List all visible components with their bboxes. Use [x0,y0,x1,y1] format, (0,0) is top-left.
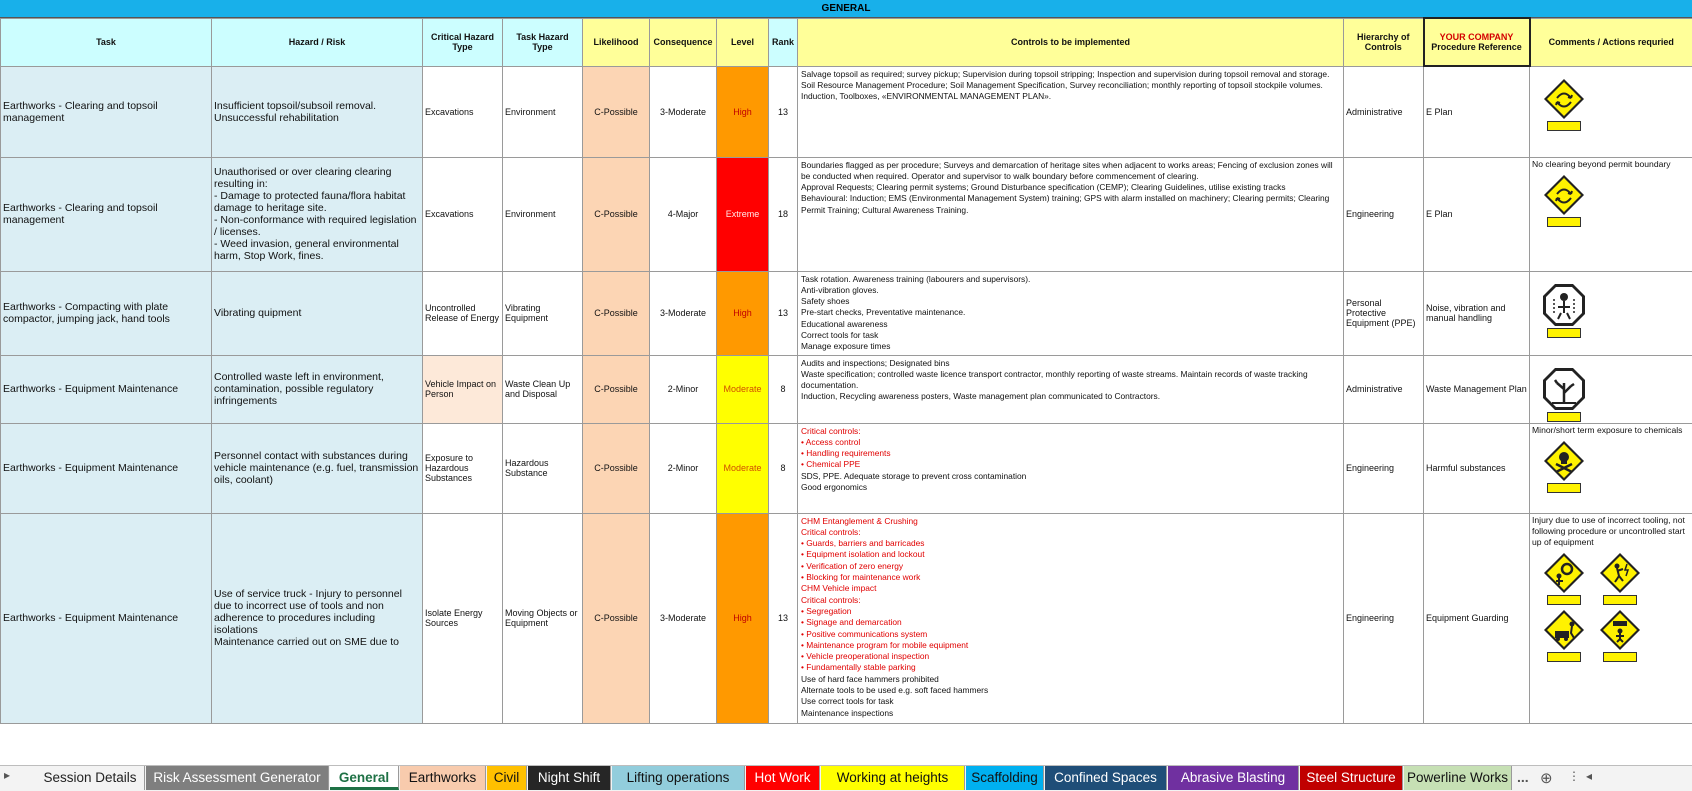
control-line: Pre-start checks, Preventative maintenance. [801,307,1340,318]
table-row [1,355,1692,423]
hierarchy-cell[interactable]: Personal Protective Equipment (PPE) [1344,271,1424,355]
likelihood-cell[interactable]: C-Possible [583,423,650,513]
rank-cell[interactable]: 8 [769,355,798,423]
control-line: • Segregation [801,606,1340,617]
control-line: Boundaries flagged as per procedure; Surveys and demarcation of heritage sites when adjacent to works areas; Fencing of exclusion zones will be conducted when required. Operator and supervisor to walk boundary before commencement of clearing. [801,160,1340,183]
task-cell[interactable]: Earthworks - Equipment Maintenance [1,513,212,723]
comments-cell[interactable] [1530,513,1692,723]
header-level[interactable]: Level [717,18,769,66]
control-line: Correct tools for task [801,330,1340,341]
critical-hazard-cell[interactable]: Exposure to Hazardous Substances [423,423,503,513]
task-cell[interactable]: Earthworks - Equipment Maintenance [1,355,212,423]
safety-signs [1532,170,1690,227]
control-line: Educational awareness [801,319,1340,330]
header-procedure[interactable] [1424,18,1530,66]
tab-scroll-arrow-icon[interactable]: ▸ [4,768,10,782]
procedure-cell[interactable]: E Plan [1424,157,1530,271]
level-cell[interactable]: Moderate [717,355,769,423]
company-label: YOUR COMPANY [1440,32,1514,42]
control-line: • Verification of zero energy [801,561,1340,572]
table-row [1,423,1692,513]
procedure-cell[interactable]: Harmful substances [1424,423,1530,513]
task-cell[interactable]: Earthworks - Compacting with plate compactor, jumping jack, hand tools [1,271,212,355]
hierarchy-cell[interactable]: Engineering [1344,513,1424,723]
environmental-sign-icon[interactable] [1538,78,1590,131]
table-body [1,66,1692,723]
vibration-sign-icon[interactable] [1538,283,1590,338]
header-critical-hazard[interactable]: Critical Hazard Type [423,18,503,66]
hierarchy-cell[interactable]: Administrative [1344,355,1424,423]
hazard-line: Vibrating quipment [214,307,420,319]
safety-signs [1532,273,1690,338]
sheet-tab-bar [0,765,1692,791]
procedure-label: Procedure Reference [1431,42,1522,52]
horizontal-scroll-left-icon[interactable]: ◂ [1586,769,1592,783]
controls-cell[interactable] [798,513,1344,723]
safety-signs [1532,436,1690,493]
controls-cell[interactable] [798,423,1344,513]
comments-cell[interactable] [1530,157,1692,271]
control-line: • Guards, barriers and barricades [801,538,1340,549]
tab-night-shift[interactable]: Night Shift [528,766,611,790]
control-line: • Handling requirements [801,448,1340,459]
control-line: SDS, PPE. Adequate storage to prevent cross contamination [801,471,1340,482]
consequence-cell[interactable]: 2-Minor [650,423,717,513]
header-task-hazard[interactable]: Task Hazard Type [503,18,583,66]
rank-cell[interactable]: 8 [769,423,798,513]
dead-tree-sign-icon[interactable] [1538,367,1590,422]
level-cell[interactable]: High [717,513,769,723]
control-line: Behavioural: Induction; EMS (Environmental Management System) training; GPS with alarm installed on machinery; Clearing permits; Clearing Permit Training; Cultural Awareness Training. [801,193,1340,216]
control-line: • Chemical PPE [801,459,1340,470]
table-row [1,513,1692,723]
control-line: Audits and inspections; Designated bins [801,358,1340,369]
safety-signs [1532,68,1690,131]
control-line: Good ergonomics [801,482,1340,493]
tab-general[interactable]: General [330,766,399,790]
skull-crossbones-sign-icon[interactable] [1538,440,1590,493]
control-line: • Fundamentally stable parking [801,662,1340,673]
hazard-line: Controlled waste left in environment, contamination, possible regulatory infringements [214,371,420,407]
hazard-line: Insufficient topsoil/subsoil removal. Unsuccessful rehabilitation [214,100,420,124]
consequence-cell[interactable]: 3-Moderate [650,271,717,355]
likelihood-cell[interactable]: C-Possible [583,355,650,423]
critical-hazard-cell[interactable]: Isolate Energy Sources [423,513,503,723]
consequence-cell[interactable]: 3-Moderate [650,513,717,723]
control-line: Waste specification; controlled waste licence transport contractor, monthly reporting of waste streams. Maintain records of waste tracking documentation. [801,369,1340,392]
task-hazard-cell[interactable]: Environment [503,157,583,271]
control-line: Safety shoes [801,296,1340,307]
comments-cell[interactable] [1530,271,1692,355]
likelihood-cell[interactable]: C-Possible [583,157,650,271]
hierarchy-cell[interactable]: Administrative [1344,66,1424,157]
header-row [1,18,1692,66]
hazard-line: - Non-conformance with required legislation / licenses. [214,214,420,238]
control-line: Use correct tools for task [801,696,1340,707]
critical-hazard-cell[interactable]: Uncontrolled Release of Energy [423,271,503,355]
tab-civil[interactable]: Civil [487,766,527,790]
control-line: Use of hard face hammers prohibited [801,674,1340,685]
consequence-cell[interactable]: 3-Moderate [650,66,717,157]
task-cell[interactable]: Earthworks - Clearing and topsoil management [1,157,212,271]
hazard-line: - Damage to protected fauna/flora habitat damage to heritage site. [214,190,420,214]
likelihood-cell[interactable]: C-Possible [583,66,650,157]
tab-powerline-works[interactable]: Powerline Works [1404,766,1512,790]
procedure-cell[interactable]: E Plan [1424,66,1530,157]
control-line: Induction, Recycling awareness posters, Waste management plan communicated to Contractors. [801,391,1340,402]
contact-electricity-sign-icon[interactable] [1594,552,1646,605]
rank-cell[interactable]: 13 [769,513,798,723]
header-comments[interactable]: Comments / Actions requried [1530,18,1692,66]
control-line: CHM Vehicle impact [801,583,1340,594]
control-line: • Maintenance program for mobile equipment [801,640,1340,651]
critical-hazard-cell[interactable]: Excavations [423,157,503,271]
control-line: • Access control [801,437,1340,448]
tab-scaffolding[interactable]: Scaffolding [966,766,1044,790]
vehicle-impact-sign-icon[interactable] [1538,609,1590,662]
header-consequence[interactable]: Consequence [650,18,717,66]
procedure-cell[interactable]: Noise, vibration and manual handling [1424,271,1530,355]
control-line: Maintenance inspections [801,708,1340,719]
control-line: Alternate tools to be used e.g. soft faced hammers [801,685,1340,696]
hazard-line: Maintenance carried out on SME due to [214,636,420,648]
level-cell[interactable]: High [717,271,769,355]
hierarchy-cell[interactable]: Engineering [1344,423,1424,513]
controls-cell[interactable] [798,157,1344,271]
control-line: Task rotation. Awareness training (labourers and supervisors). [801,274,1340,285]
tab-earthworks[interactable]: Earthworks [400,766,486,790]
hazard-cell[interactable] [212,513,423,723]
control-line: • Vehicle preoperational inspection [801,651,1340,662]
risk-table [0,17,1692,724]
hazard-line: Personnel contact with substances during vehicle maintenance (e.g. fuel, transmission oils, coolant) [214,450,420,486]
critical-hazard-cell[interactable]: Excavations [423,66,503,157]
hazard-line: - Weed invasion, general environmental harm, Stop Work, fines. [214,238,420,262]
critical-hazard-cell[interactable]: Vehicle Impact on Person [423,355,503,423]
rank-cell[interactable]: 13 [769,271,798,355]
hazard-cell[interactable] [212,423,423,513]
safety-signs [1532,548,1690,662]
controls-cell[interactable] [798,355,1344,423]
header-rank[interactable]: Rank [769,18,798,66]
header-hazard[interactable]: Hazard / Risk [212,18,423,66]
comments-cell[interactable] [1530,423,1692,513]
header-hierarchy[interactable]: Hierarchy of Controls [1344,18,1424,66]
control-line: • Positive communications system [801,629,1340,640]
control-line: Salvage topsoil as required; survey pickup; Supervision during topsoil stripping; Inspection and supervision during topsoil removal and storage. [801,69,1340,80]
control-line: Critical controls: [801,527,1340,538]
sheet-title-banner[interactable]: GENERAL [0,0,1692,18]
header-controls[interactable]: Controls to be implemented [798,18,1344,66]
comment-text: Minor/short term exposure to chemicals [1532,425,1690,436]
tab-options-icon[interactable]: ⋮ [1568,769,1580,783]
control-line: Soil Resource Management Procedure; Soil Management Specification, Survey reconciliation; monthly reporting of topsoil stockpile volumes. [801,80,1340,91]
controls-cell[interactable] [798,66,1344,157]
consequence-cell[interactable]: 4-Major [650,157,717,271]
task-hazard-cell[interactable]: Vibrating Equipment [503,271,583,355]
consequence-cell[interactable]: 2-Minor [650,355,717,423]
comments-cell[interactable] [1530,355,1692,423]
hierarchy-cell[interactable]: Engineering [1344,157,1424,271]
task-hazard-cell[interactable]: Waste Clean Up and Disposal [503,355,583,423]
hazard-cell[interactable] [212,66,423,157]
rank-cell[interactable]: 18 [769,157,798,271]
level-cell[interactable]: Extreme [717,157,769,271]
table-row [1,66,1692,157]
hazard-line: Use of service truck - Injury to personnel due to incorrect use of tools and non adherence to procedures including isolations [214,588,420,636]
control-line: Induction, Toolboxes, «ENVIRONMENTAL MANAGEMENT PLAN». [801,91,1340,102]
tab-steel-structure[interactable]: Steel Structure [1300,766,1403,790]
hazard-cell[interactable] [212,355,423,423]
tab-session-details[interactable]: Session Details [36,766,145,790]
safety-signs [1532,357,1690,422]
level-cell[interactable]: Moderate [717,423,769,513]
control-line: • Signage and demarcation [801,617,1340,628]
plus-circle-icon[interactable]: ⊕ [1540,769,1553,787]
more-tabs-button[interactable]: ... [1517,769,1529,785]
crushing-sign-icon[interactable] [1594,609,1646,662]
procedure-cell[interactable]: Equipment Guarding [1424,513,1530,723]
tab-confined-spaces[interactable]: Confined Spaces [1045,766,1167,790]
comment-text: Injury due to use of incorrect tooling, not following procedure or uncontrolled start up of equipment [1532,515,1690,548]
tab-hot-work[interactable]: Hot Work [746,766,820,790]
comment-text: No clearing beyond permit boundary [1532,159,1690,170]
control-line: Critical controls: [801,426,1340,437]
likelihood-cell[interactable]: C-Possible [583,513,650,723]
task-cell[interactable]: Earthworks - Clearing and topsoil management [1,66,212,157]
table-row [1,271,1692,355]
hazard-line: Unauthorised or over clearing clearing resulting in: [214,166,420,190]
entanglement-sign-icon[interactable] [1538,552,1590,605]
header-task[interactable]: Task [1,18,212,66]
tab-lifting-operations[interactable]: Lifting operations [612,766,745,790]
control-line: Anti-vibration gloves. [801,285,1340,296]
level-cell[interactable]: High [717,66,769,157]
header-likelihood[interactable]: Likelihood [583,18,650,66]
control-line: Manage exposure times [801,341,1340,352]
task-hazard-cell[interactable]: Moving Objects or Equipment [503,513,583,723]
control-line: Approval Requests; Clearing permit systems; Ground Disturbance specification (CEMP); Clearing Guidelines, utilise existing tracks [801,182,1340,193]
tab-working-at-heights[interactable]: Working at heights [821,766,965,790]
control-line: • Blocking for maintenance work [801,572,1340,583]
likelihood-cell[interactable]: C-Possible [583,271,650,355]
task-hazard-cell[interactable]: Environment [503,66,583,157]
procedure-cell[interactable]: Waste Management Plan [1424,355,1530,423]
control-line: CHM Entanglement & Crushing [801,516,1340,527]
hazard-cell[interactable] [212,271,423,355]
control-line: • Equipment isolation and lockout [801,549,1340,560]
tab-risk-assessment-generator[interactable]: Risk Assessment Generator [146,766,329,790]
rank-cell[interactable]: 13 [769,66,798,157]
task-cell[interactable]: Earthworks - Equipment Maintenance [1,423,212,513]
environmental-sign-icon[interactable] [1538,174,1590,227]
tab-abrasive-blasting[interactable]: Abrasive Blasting [1168,766,1299,790]
task-hazard-cell[interactable]: Hazardous Substance [503,423,583,513]
comments-cell[interactable] [1530,66,1692,157]
hazard-cell[interactable] [212,157,423,271]
table-row [1,157,1692,271]
controls-cell[interactable] [798,271,1344,355]
control-line: Critical controls: [801,595,1340,606]
